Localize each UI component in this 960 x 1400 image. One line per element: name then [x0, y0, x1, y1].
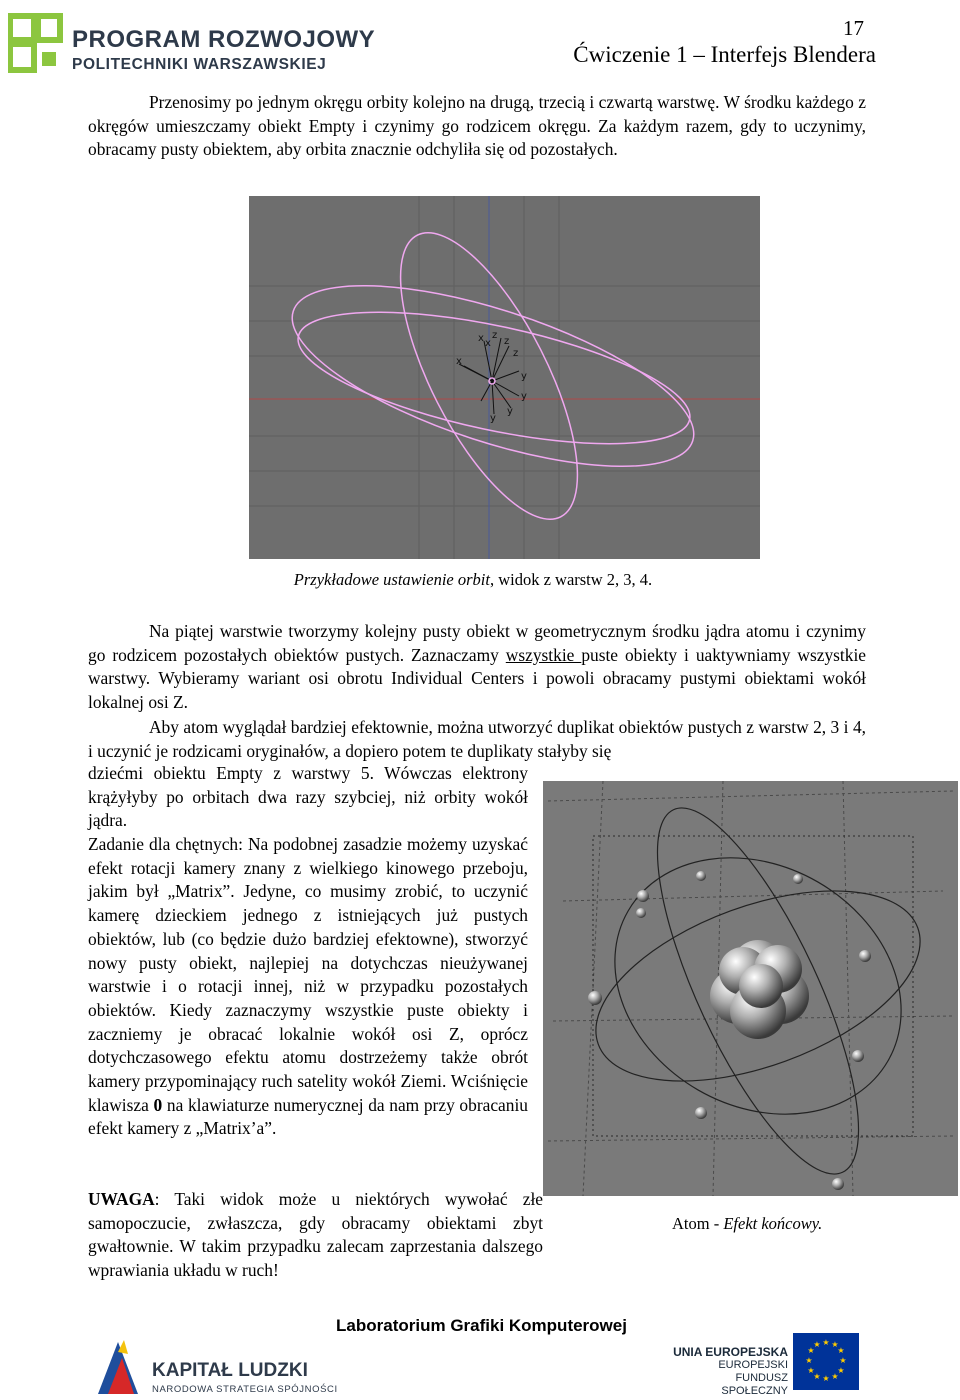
svg-text:★: ★: [831, 1372, 839, 1381]
svg-text:★: ★: [822, 1338, 830, 1347]
caption-rest: , widok z warstw 2, 3, 4.: [489, 570, 653, 589]
kapital-ludzki-subtitle: NARODOWA STRATEGIA SPÓJNOŚCI: [152, 1384, 338, 1395]
axis-label: y: [521, 371, 527, 382]
electrons: [588, 871, 871, 1190]
logo-line-1: PROGRAM ROZWOJOWY: [72, 26, 376, 53]
eu-label-line-3: FUNDUSZ SPOŁECZNY: [721, 1372, 788, 1397]
paragraph-orbits-text: Przenosimy po jednym okręgu orbity kolejno na drugą, trzecią i czwartą warstwę. W środku każdego z okręgów umieszczamy obiekt Empty i czynimy go rodzicem okręgu. Za każdym razem, gdy to uczynimy, obracamy pusty obiektem, aby orbita znacznie odchyliła się od pozostałych.: [88, 92, 866, 160]
svg-text:★: ★: [839, 1356, 847, 1365]
viewport-grid: [249, 196, 760, 559]
warning-text: : Taki widok może u niektórych wywołać złe samopoczucie, zwłaszcza, gdy obracamy obiektami zbyt gwałtownie. W takim przypadku zalecam zaprzestania dalszego wprawiania układu w ruch!: [88, 1189, 543, 1281]
paragraph-duplicates: [88, 716, 866, 763]
program-rozwojowy-logo: [8, 10, 376, 76]
svg-text:★: ★: [822, 1374, 830, 1383]
atom-figure: [543, 781, 958, 1196]
logo-line-2: POLITECHNIKI WARSZAWSKIEJ: [72, 56, 327, 73]
kapital-ludzki-title: KAPITAŁ LUDZKI: [152, 1360, 308, 1381]
caption-italic: Przykładowe ustawienie orbit: [293, 570, 490, 589]
axis-label: z: [513, 348, 519, 359]
svg-text:★: ★: [807, 1346, 815, 1355]
paragraph-task: [88, 833, 528, 1141]
atom-figure-caption: [672, 1214, 822, 1234]
axis-label: x: [478, 333, 484, 344]
orbits-figure: [249, 196, 760, 559]
eu-flag-icon: [793, 1333, 859, 1390]
paragraph-layer-five-text-cont: puste obiekty i uaktywniamy wszystkie warstwy. Wybieramy wariant osi obrotu Individual Centers i powoli obracamy pustymi obiektami wokół lokalnej osi Z.: [88, 644, 866, 713]
orbits-figure-caption: [0, 570, 946, 590]
axis-label: z: [504, 336, 510, 347]
paragraph-duplicates-cont: dziećmi obiektu Empty z warstwy 5. Wówczas elektrony krążyłyby po orbitach dwa razy szybciej, niż orbity wokół jądra.: [88, 763, 528, 831]
svg-text:★: ★: [813, 1372, 821, 1381]
paragraph-task-text-cont: na klawiaturze numerycznej da nam przy obracaniu efekt kamery z „Matrix’a”.: [88, 1094, 528, 1139]
paragraph-duplicates-text: Aby atom wyglądał bardziej efektownie, można utworzyć duplikat obiektów pustych z warstw 2, 3 i 4, i uczynić je rodzicami oryginałów, a dopiero potem te duplikaty stałyby się: [88, 717, 866, 761]
eu-label-line-2: EUROPEJSKI: [718, 1359, 788, 1371]
underlined-word: wszystkie: [505, 644, 582, 665]
caption-prefix: Atom -: [672, 1214, 724, 1233]
paragraph-orbits: [88, 91, 866, 162]
axis-label: x: [485, 338, 491, 349]
pw-logo-icon: [8, 12, 64, 74]
caption-italic: Efekt końcowy.: [723, 1214, 823, 1233]
svg-text:★: ★: [805, 1356, 813, 1365]
eu-label-line-1: UNIA EUROPEJSKA: [673, 1345, 788, 1359]
svg-text:★: ★: [831, 1340, 839, 1349]
paragraph-task-text: Zadanie dla chętnych: Na podobnej zasadzie możemy uzyskać efekt rotacji kamery znany z wielkiego kinowego przeboju, jakim był „Matrix”. Jedyne, co musimy zrobić, to uczynić kamerę dzieckiem jednego z istniejących już pustych obiektów, lub (co będzie dużo bardziej efektowne), stworzyć nowy pusty obiekt, najlepiej na dotychczas nieużywanej warstwie i o rotacji innej, niż w przypadku pozostałych obiektów. Kiedy zaznaczymy wszystkie puste obiekty i zaczniemy je obracać lokalnie wokół osi Z, oprócz dotychczasowego efektu atomu dostrzeżemy także obrót kamery przypominający ruch satelity wokół Ziemi. Wciśnięcie klawisza: [88, 834, 528, 1115]
orbits-viewport: [249, 196, 760, 559]
axis-label: x: [456, 356, 462, 367]
axis-label: y: [521, 391, 527, 402]
svg-text:★: ★: [807, 1366, 815, 1375]
svg-text:★: ★: [813, 1340, 821, 1349]
svg-text:★: ★: [837, 1346, 845, 1355]
atom-render: [543, 781, 958, 1196]
nucleus: [710, 940, 809, 1039]
axis-label: z: [492, 330, 498, 341]
svg-text:★: ★: [837, 1366, 845, 1375]
page-number: 17: [843, 16, 864, 40]
footer-lab-name: Laboratorium Grafiki Komputerowej: [336, 1316, 627, 1335]
page-title: Ćwiczenie 1 – Interfejs Blendera: [573, 42, 876, 67]
key-zero: 0: [153, 1094, 163, 1115]
kapital-ludzki-logo-icon: [94, 1338, 142, 1396]
axis-label: y: [507, 406, 513, 417]
eu-label: [668, 1346, 788, 1398]
paragraph-warning: [88, 1188, 543, 1283]
paragraph-layer-five: [88, 620, 866, 715]
axis-label: y: [490, 413, 496, 424]
warning-label: UWAGA: [88, 1189, 155, 1209]
paragraph-layer-five-text: Na piątej warstwie tworzymy kolejny pusty obiekt w geometrycznym środku jądra atomu i czynimy go rodzicem pozostałych obiektów pustych. Zaznaczamy: [88, 621, 866, 665]
